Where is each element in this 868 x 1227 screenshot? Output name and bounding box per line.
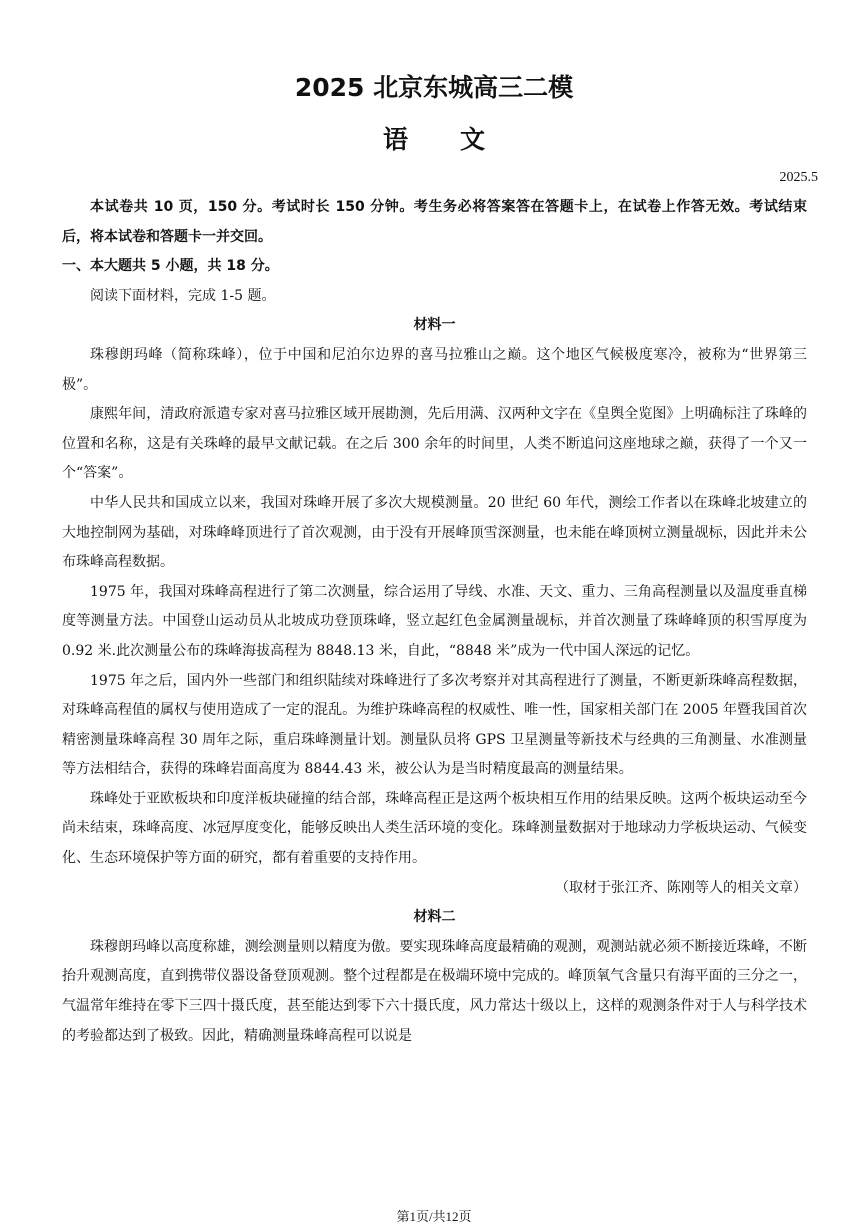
material-2-title: 材料二 [413, 909, 456, 926]
page-number-footer: 第1页/共12页 [396, 1209, 472, 1224]
exam-instructions: 本试卷共 10 页，150 分。考试时长 150 分钟。考生务必将答案答在答题卡上，在试卷上作答无效。考试结束后，将本试卷和答题卡一并交回。 [62, 199, 807, 245]
material-1-paragraph: 康熙年间，清政府派遣专家对喜马拉雅区域开展勘测，先后用满、汉两种文字在《皇舆全览图》上明确标注了珠峰的位置和名称，这是有关珠峰的最早文献记载。在之后 300 余年的时间里，人类不断追问这座地球之巅，获得了一个又一个“答案”。 [62, 406, 807, 482]
section-prompt: 阅读下面材料，完成 1-5 题。 [90, 287, 276, 304]
subject-title: 语文 [382, 125, 537, 154]
exam-body [62, 193, 807, 1051]
material-1-paragraph: 珠峰处于亚欧板块和印度洋板块碰撞的结合部，珠峰高程正是这两个板块相互作用的结果反映。这两个板块运动至今尚未结束，珠峰高度、冰冠厚度变化，能够反映出人类生活环境的变化。珠峰测量数据对于地球动力学板块运动、气候变化、生态环境保护等方面的研究，都有着重要的支持作用。 [62, 790, 807, 867]
material-2-paragraph: 珠穆朗玛峰以高度称雄，测绘测量则以精度为傲。要实现珠峰高度最精确的观测，观测站就必须不断接近珠峰，不断抬升观测高度，直到携带仪器设备登顶观测。整个过程都是在极端环境中完成的。峰顶氧气含量只有海平面的三分之一，气温常年维持在零下三四十摄氏度，甚至能达到零下六十摄氏度，风力常达十级以上，这样的观测条件对于人与科学技术的考验都达到了极致。因此，精确测量珠峰高程可以说是 [62, 938, 807, 1044]
section-heading: 一、本大题共 5 小题，共 18 分。 [62, 258, 279, 275]
exam-date: 2025.5 [779, 170, 818, 185]
material-1-paragraph: 中华人民共和国成立以来，我国对珠峰开展了多次大规模测量。20 世纪 60 年代，测绘工作者以在珠峰北坡建立的大地控制网为基础，对珠峰峰顶进行了首次观测，由于没有开展峰顶雪深测量，也未能在峰顶树立测量觇标，因此并未公布珠峰高程数据。 [62, 494, 807, 571]
material-1-title: 材料一 [413, 317, 456, 334]
material-1-paragraph: 1975 年之后，国内外一些部门和组织陆续对珠峰进行了多次考察并对其高程进行了测量，不断更新珠峰高程数据，对珠峰高程值的属权与使用造成了一定的混乱。为维护珠峰高程的权威性、唯一性，国家相关部门在 2005 年暨我国首次精密测量珠峰高程 30 周年之际，重启珠峰测量计划。测量队员将 GPS 卫星测量等新技术与经典的三角测量、水准测量等方法相结合，获得的珠峰岩面高度为 8844.43 米，被公认为是当时精度最高的测量结果。 [62, 672, 807, 778]
material-1-paragraph: 珠穆朗玛峰（简称珠峰），位于中国和尼泊尔边界的喜马拉雅山之巅。这个地区气候极度寒冷，被称为“世界第三极”。 [62, 346, 807, 393]
exam-title: 2025 北京东城高三二模 [294, 73, 574, 102]
material-1-source: （取材于张江齐、陈刚等人的相关文章） [555, 879, 807, 896]
material-1-paragraph: 1975 年，我国对珠峰高程进行了第二次测量，综合运用了导线、水准、天文、重力、三角高程测量以及温度垂直梯度等测量方法。中国登山运动员从北坡成功登顶珠峰，竖立起红色金属测量觇标，并首次测量了珠峰峰顶的积雪厚度为 0.92 米.此次测量公布的珠峰海拔高程为 8848.13 米，自此，“8848 米”成为一代中国人深远的记忆。 [62, 583, 807, 659]
